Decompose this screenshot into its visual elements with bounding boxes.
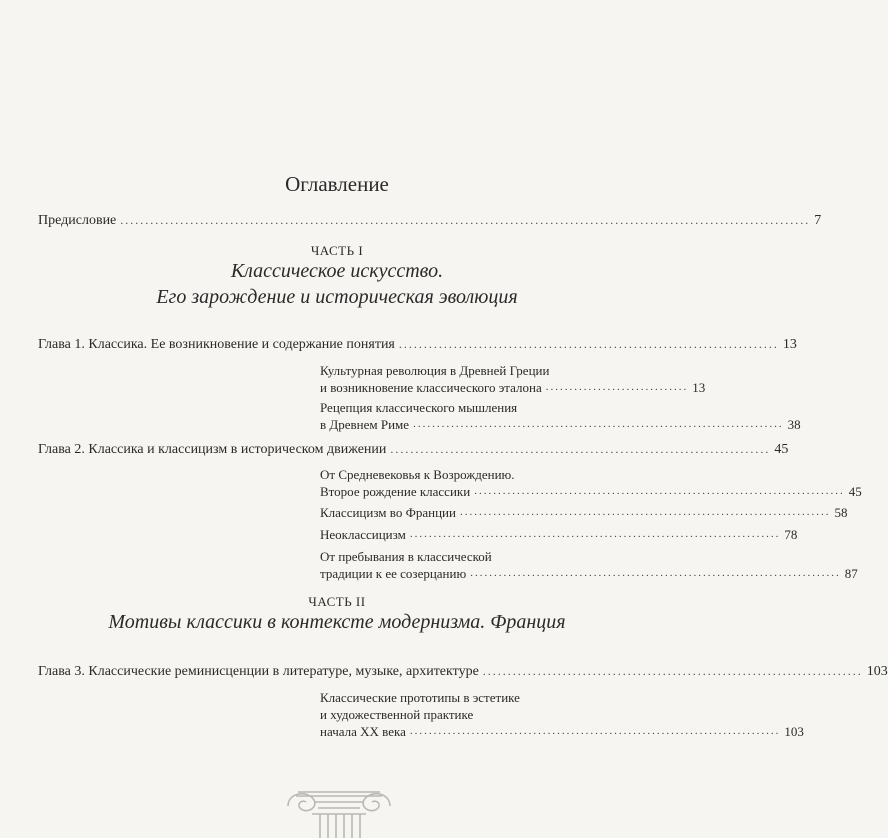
leader-dots: .............................................................................. [409, 725, 781, 737]
section-page: 38 [787, 417, 801, 432]
entry-title: Глава 1. Классика. Ее возникновение и содержание понятия [38, 337, 395, 352]
section-page: 103 [784, 724, 804, 739]
entry-page: 7 [814, 213, 822, 228]
leader-dots: .............................................................................. [474, 485, 845, 497]
section-line: От Средневековья к Возрождению. [320, 467, 515, 482]
toc-section[interactable] [320, 362, 706, 396]
leader-dots: .............................................................................. [409, 528, 781, 540]
section-line: Культурная революция в Древней Греции [320, 363, 550, 378]
entry-title: Предисловие [38, 213, 117, 228]
section-page: 78 [784, 527, 798, 542]
leader-dots: .............................................................................. [459, 506, 831, 518]
section-line: и художественной практике [320, 707, 474, 722]
part-title-line1: Классическое искусство. [230, 260, 444, 282]
leader-dots: ............................................................................ [482, 664, 863, 678]
leader-dots: .............................................................................. [413, 418, 784, 430]
ionic-capital-icon [268, 780, 410, 838]
section-line: Неоклассицизм [320, 527, 406, 542]
leader-dots: .......................................................................................................................................... [120, 213, 811, 227]
leader-dots: .............................. [545, 381, 689, 393]
toc-section[interactable] [320, 504, 848, 521]
section-line: От пребывания в классической [320, 549, 492, 564]
leader-dots: ............................................................................ [398, 337, 779, 351]
section-page: 87 [844, 566, 858, 581]
page-title: Оглавление [285, 172, 389, 196]
part-title-line2: Его зарождение и историческая эволюция [156, 286, 518, 308]
section-line: начала XX века [320, 724, 406, 739]
part-title: Мотивы классики в контексте модернизма. Франция [108, 611, 566, 633]
section-line: Второе рождение классики [320, 484, 471, 499]
section-line: Классицизм во Франции [320, 505, 456, 520]
toc-section[interactable] [320, 466, 862, 500]
part-label: ЧАСТЬ I [310, 243, 364, 258]
entry-page: 45 [774, 442, 789, 457]
entry-title: Глава 2. Классика и классицизм в историческом движении [38, 442, 387, 457]
toc-section[interactable] [320, 689, 804, 740]
section-line: и возникновение классического эталона [320, 380, 542, 395]
toc-section[interactable] [320, 526, 798, 543]
entry-page: 13 [782, 337, 797, 352]
leader-dots: ............................................................................ [390, 442, 771, 456]
toc-entry-chapter-3[interactable] [38, 663, 888, 680]
toc-section[interactable] [320, 548, 858, 582]
section-page: 58 [834, 505, 848, 520]
section-line: Классические прототипы в эстетике [320, 690, 520, 705]
toc-entry-preface[interactable] [38, 212, 822, 229]
section-page: 13 [692, 380, 706, 395]
section-line: Рецепция классического мышления [320, 400, 518, 415]
toc-entry-chapter-1[interactable] [38, 336, 797, 353]
toc-entry-chapter-2[interactable] [38, 441, 789, 458]
entry-page: 103 [866, 664, 888, 679]
entry-title: Глава 3. Классические реминисценции в литературе, музыке, архитектуре [38, 664, 479, 679]
section-line: в Древнем Риме [320, 417, 410, 432]
leader-dots: .............................................................................. [470, 567, 841, 579]
section-line: традиции к ее созерцанию [320, 566, 467, 581]
toc-section[interactable] [320, 399, 801, 433]
section-page: 45 [848, 484, 862, 499]
part-label: ЧАСТЬ II [308, 594, 366, 609]
